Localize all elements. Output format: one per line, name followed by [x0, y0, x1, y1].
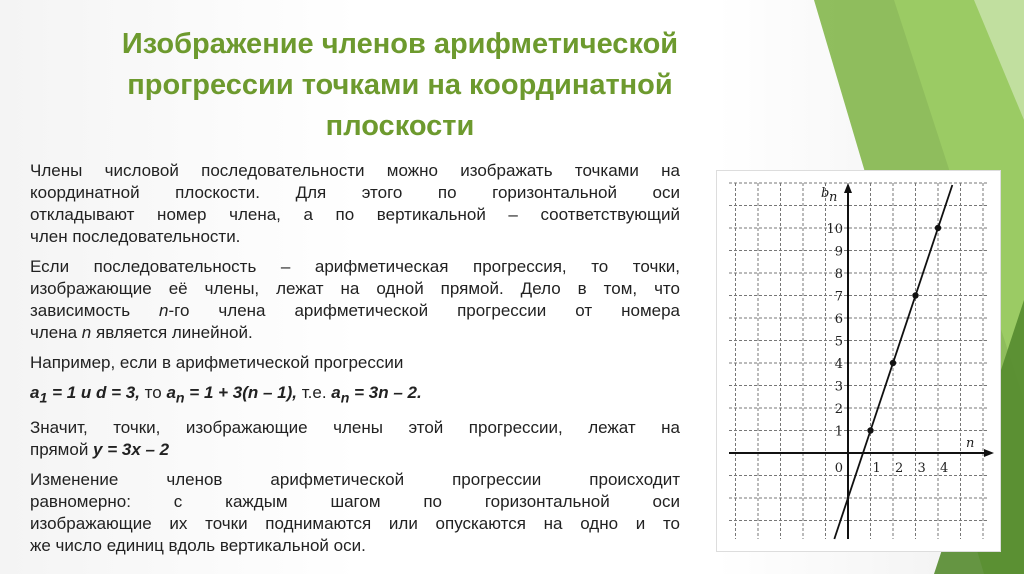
formula-a1-sub: 1 — [39, 390, 48, 407]
text-fragment: прямой — [30, 440, 94, 460]
y-axis-label-sub: n — [829, 190, 838, 205]
formula-eq1: = 1 и d = 3, — [47, 383, 140, 402]
line-equation: y = 3x – 2 — [93, 440, 170, 460]
origin-label: 0 — [834, 461, 843, 476]
italic-n: n — [81, 323, 92, 342]
y-tick-label: 7 — [834, 289, 843, 305]
title-line-1: Изображение членов арифметической — [121, 28, 679, 60]
formula-an2-sub: n — [340, 390, 350, 407]
title-line-2: прогрессии точками на координатной — [127, 69, 673, 101]
formula-eq3: = 3n – 2. — [349, 383, 422, 402]
text-fragment: является линейной. — [91, 323, 253, 342]
paragraph-6-line-2: равномерно: с каждым шагом по горизонтальной оси — [30, 492, 680, 512]
paragraph-2 — [30, 256, 680, 344]
paragraph-5-line-1: Значит, точки, изображающие члены этой прогрессии, лежат на — [30, 418, 680, 438]
paragraph-2-line-1: Если последовательность – арифметическая прогрессия, то точки, — [30, 257, 680, 276]
graph-svg — [717, 171, 1000, 551]
x-tick-label: 1 — [872, 461, 881, 476]
paragraph-2-line-3 — [30, 300, 680, 322]
axes — [729, 183, 994, 539]
italic-n: n — [159, 301, 169, 320]
formula-ie: т.е. — [297, 383, 332, 402]
y-tick-label: 10 — [826, 222, 843, 237]
paragraph-1 — [30, 160, 680, 248]
slide-title — [40, 24, 760, 147]
formula-an2: a — [331, 383, 341, 402]
text-fragment: зависимость — [30, 301, 160, 320]
paragraph-6 — [30, 469, 680, 557]
data-point — [935, 225, 941, 231]
x-axis-label: n — [966, 436, 975, 451]
graph-labels — [821, 186, 974, 476]
coordinate-graph — [716, 170, 1001, 552]
paragraph-1-line-1: Члены числовой последовательности можно изображать точками на — [30, 161, 680, 180]
x-tick-label: 2 — [895, 461, 904, 476]
formula-an-sub: n — [175, 390, 185, 407]
paragraph-6-line-3: изображающие их точки поднимаются или опускаются на одно и то — [30, 514, 680, 534]
text-fragment: -го члена арифметической прогрессии от номера — [168, 301, 680, 320]
paragraph-1-line-4: член последовательности. — [30, 227, 241, 246]
paragraph-5 — [30, 417, 680, 461]
paragraph-6-line-1: Изменение членов арифметической прогрессии происходит — [30, 470, 680, 490]
data-point — [867, 427, 873, 433]
y-tick-label: 3 — [834, 379, 843, 395]
y-axis-arrow — [844, 183, 852, 193]
paragraph-2-line-4 — [30, 322, 680, 344]
paragraph-6-line-4: же число единиц вдоль вертикальной оси. — [30, 536, 366, 556]
paragraph-1-line-3: откладывают номер члена, а по вертикальной – соответствующий — [30, 205, 680, 224]
x-axis-arrow — [984, 449, 994, 457]
text-fragment: члена — [30, 323, 82, 342]
formula-eq2: = 1 + 3(n – 1), — [184, 383, 298, 402]
slide-body — [30, 160, 680, 565]
paragraph-5-line-2 — [30, 439, 680, 461]
paragraph-3: Например, если в арифметической прогрессии — [30, 353, 404, 372]
formula-line — [30, 382, 680, 409]
data-point — [890, 360, 896, 366]
data-point — [912, 292, 918, 298]
grid-lines — [729, 183, 988, 539]
y-tick-label: 9 — [834, 244, 843, 260]
formula-a1: a — [30, 383, 40, 402]
y-tick-label: 4 — [834, 357, 843, 372]
y-tick-label: 5 — [834, 334, 843, 350]
y-tick-label: 2 — [834, 402, 843, 417]
y-axis-label: b — [821, 186, 830, 201]
y-tick-label: 8 — [834, 267, 843, 282]
x-tick-label: 4 — [940, 461, 949, 476]
paragraph-1-line-2: координатной плоскости. Для этого по горизонтальной оси — [30, 183, 680, 202]
paragraph-2-line-2: изображающие её члены, лежат на одной прямой. Дело в том, что — [30, 279, 680, 298]
formula-then: то — [139, 383, 167, 402]
formula-an: a — [166, 383, 176, 402]
y-tick-label: 1 — [834, 424, 843, 440]
y-tick-label: 6 — [834, 312, 843, 327]
title-line-3: плоскости — [325, 110, 475, 142]
x-tick-label: 3 — [917, 461, 926, 476]
